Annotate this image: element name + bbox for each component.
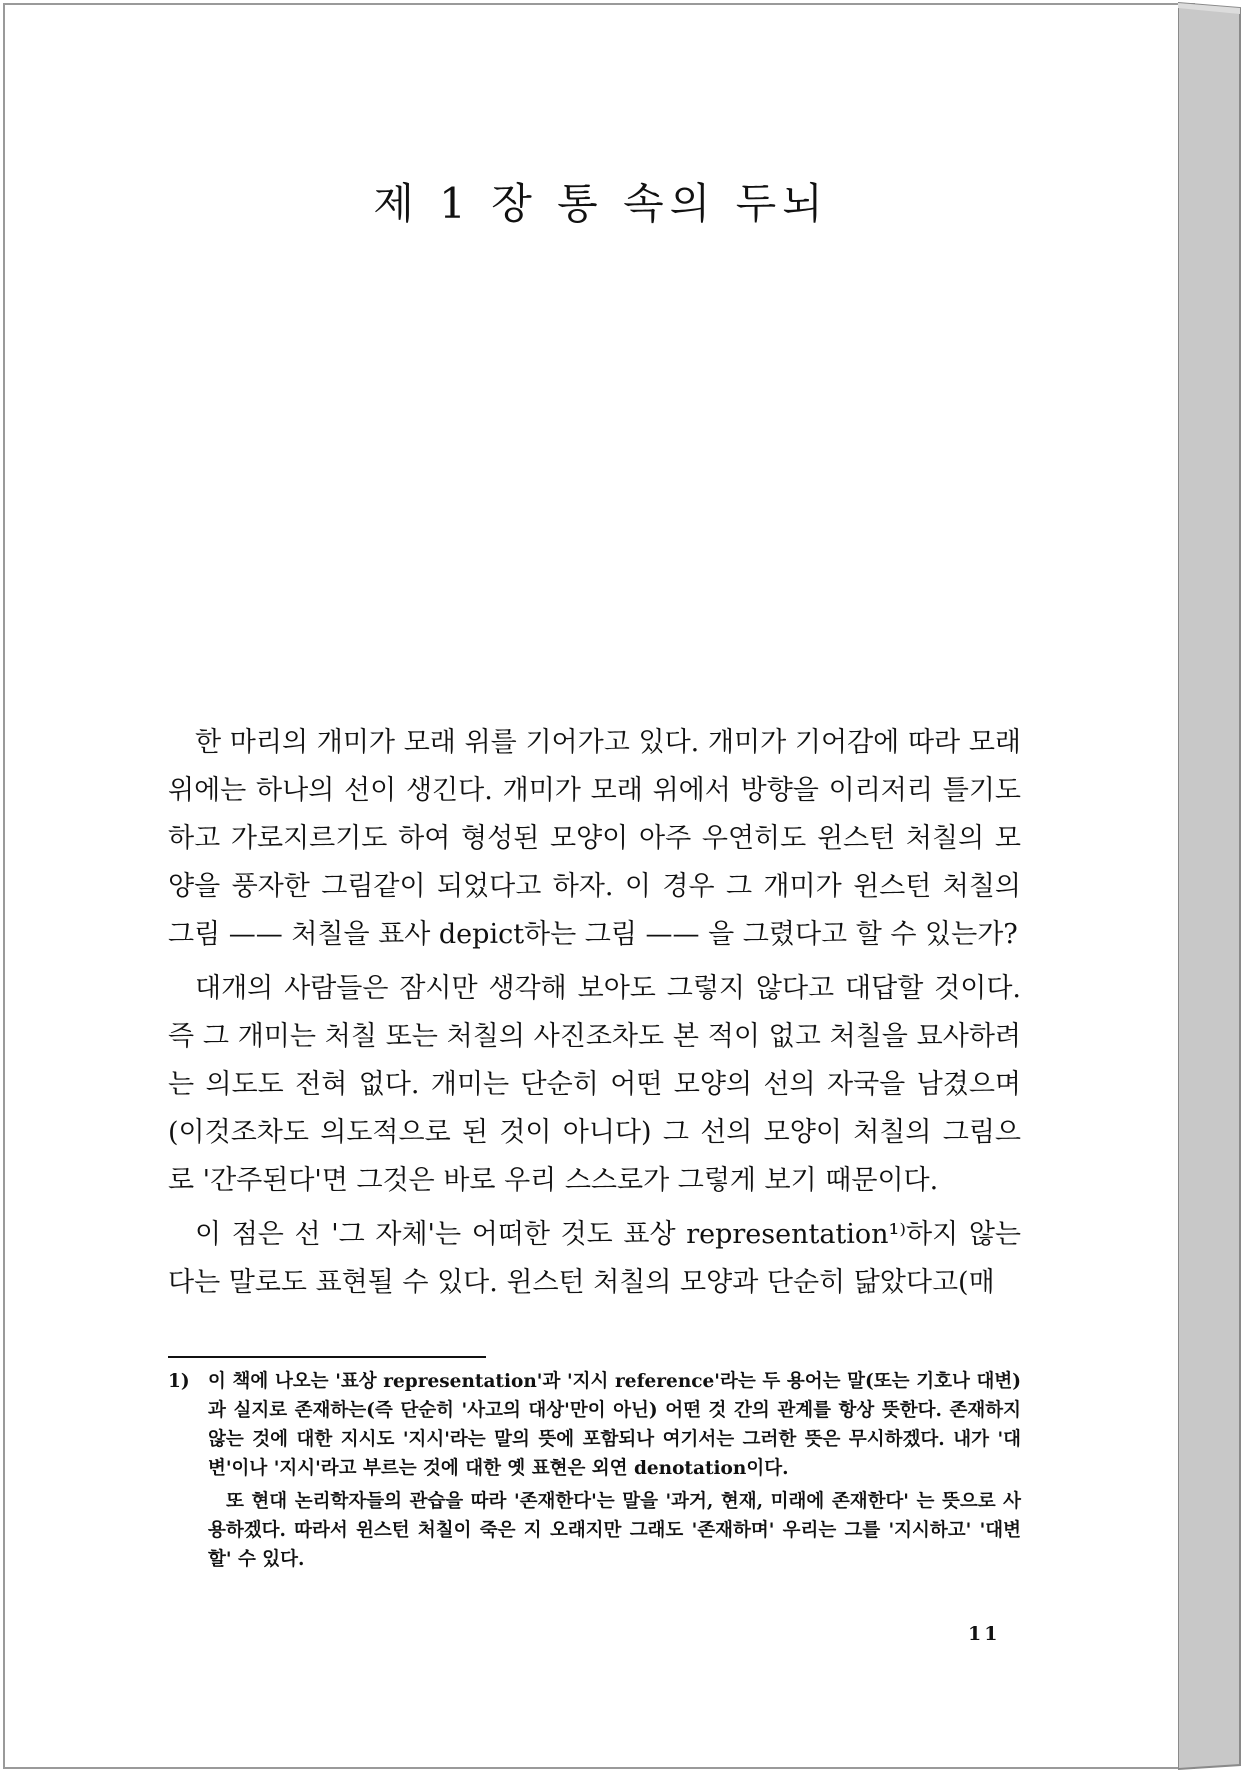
body-text	[168, 719, 1021, 1313]
footnote-divider	[168, 1356, 486, 1358]
paragraph-3: 이 점은 선 '그 자체'는 어떠한 것도 표상 representation¹⁾하지 않는다는 말로도 표현될 수 있다. 윈스턴 처칠의 모양과 단순히 닮았다고(매	[168, 1219, 1021, 1298]
footnote-number: 1)	[168, 1371, 190, 1392]
footnote-continuation: 또 현대 논리학자들의 관습을 따라 '존재한다'는 말을 '과거, 현재, 미래에 존재한다' 는 뜻으로 사용하겠다. 따라서 윈스턴 처칠이 죽은 지 오래지만 그래도 '존재하며' 우리는 그를 '지시하고' '대변할' 수 있다.	[208, 1491, 1021, 1570]
footnote-text: 이 책에 나오는 '표상 representation'과 '지시 reference'라는 두 용어는 말(또는 기호나 대변)과 실지로 존재하는(즉 단순히 '사고의 대상'만이 아닌) 어떤 것 간의 관계를 항상 뜻한다. 존재하지 않는 것에 대한 지시도 '지시'라는 말의 뜻에 포함되나 여기서는 그러한 뜻은 무시하겠다. 내가 '대변'이나 '지시'라고 부르는 것에 대한 옛 표현은 외연 denotation이다.	[208, 1371, 1021, 1479]
paragraph-1: 한 마리의 개미가 모래 위를 기어가고 있다. 개미가 기어감에 따라 모래 위에는 하나의 선이 생긴다. 개미가 모래 위에서 방향을 이리저리 틀기도 하고 가로지르기도 하여 형성된 모양이 아주 우연히도 윈스턴 처칠의 모양을 풍자한 그림같이 되었다고 하자. 이 경우 그 개미가 윈스턴 처칠의 그림 —— 처칠을 표사 depict하는 그림 —— 을 그렸다고 할 수 있는가?	[168, 727, 1021, 950]
footnote-body	[208, 1367, 1021, 1574]
footnotes	[168, 1367, 1021, 1574]
footnote-1	[168, 1367, 1021, 1574]
page-stack-side	[1178, 0, 1258, 1773]
page-sheet	[3, 3, 1195, 1769]
page-number: 11	[968, 1623, 1001, 1645]
paragraph-2: 대개의 사람들은 잠시만 생각해 보아도 그렇지 않다고 대답할 것이다. 즉 그 개미는 처칠 또는 처칠의 사진조차도 본 적이 없고 처칠을 묘사하려는 의도도 전혀 없다. 개미는 단순히 어떤 모양의 선의 자국을 남겼으며(이것조차도 의도적으로 된 것이 아니다) 그 선의 모양이 처칠의 그림으로 '간주된다'면 그것은 바로 우리 스스로가 그렇게 보기 때문이다.	[168, 973, 1021, 1196]
chapter-title: 제 1 장 통 속의 두뇌	[373, 179, 829, 229]
